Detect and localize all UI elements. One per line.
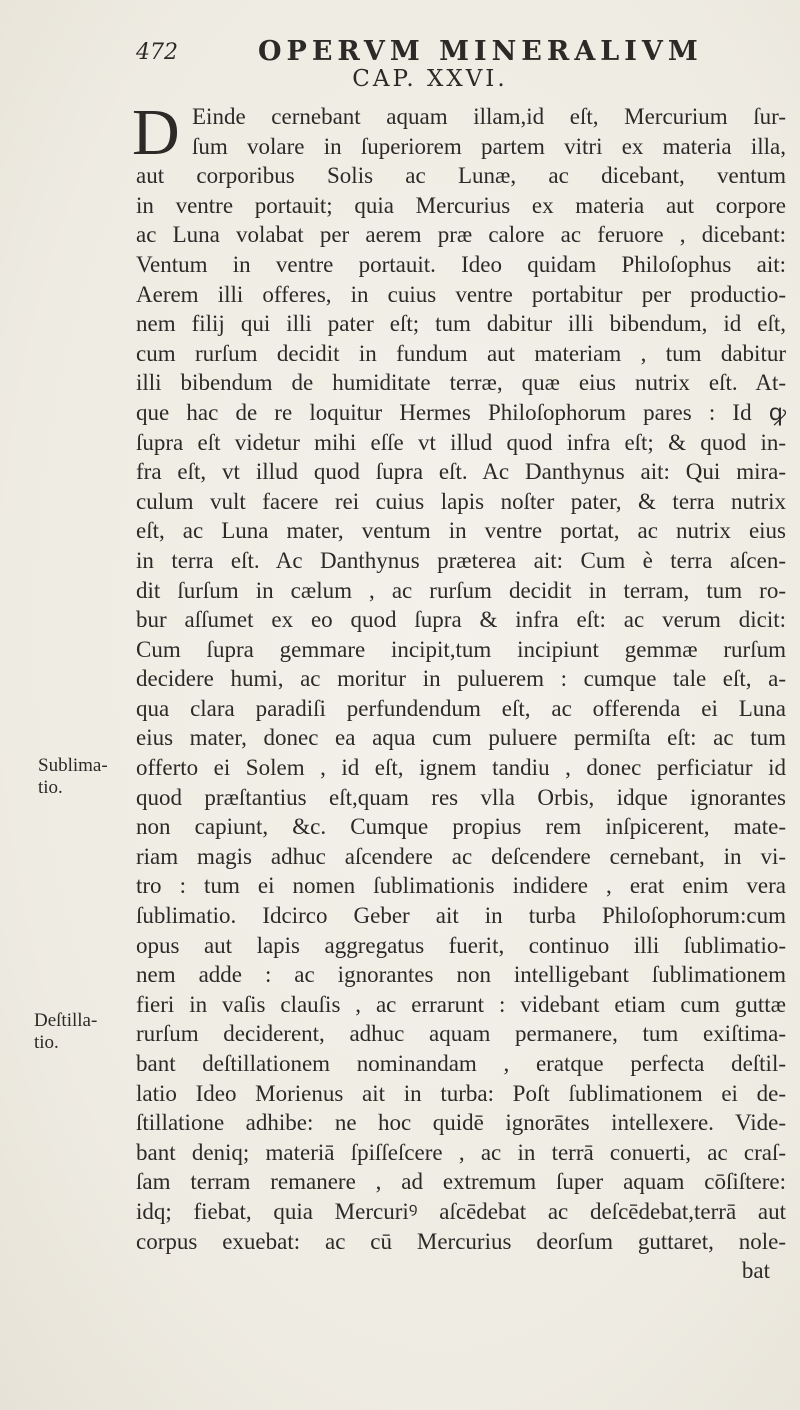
running-title: OPERVM MINERALIVM: [258, 36, 703, 67]
text-line: idq; fiebat, quia Mercuriꝰ aſcēdebat ac deſcēdebat,terrā aut: [136, 1198, 786, 1224]
text-line: riam magis adhuc aſcendere ac deſcendere cernebant, in vi-: [136, 843, 786, 869]
text-line: ſum volare in ſuperiorem partem vitri ex materia illa,: [192, 133, 786, 159]
text-line: aut corporibus Solis ac Lunæ, ac dicebant, ventum: [136, 163, 786, 189]
text-line: quod præſtantius eſt,quam res vlla Orbis, idque ignorantes: [136, 784, 786, 810]
text-line: bant deſtillationem nominandam , eratque perfecta deſtil-: [136, 1051, 786, 1076]
text-line: bant deniq; materiā ſpiſſeſcere , ac in terrā conuerti, ac craſ-: [136, 1139, 786, 1165]
text-line: in ventre portauit; quia Mercurius ex materia aut corpore: [136, 192, 786, 218]
text-line: fieri in vaſis clauſis , ac errarunt : videbant etiam cum guttæ: [136, 991, 786, 1017]
text-line: ſupra eſt videtur mihi eſſe vt illud quod infra eſt; & quod in-: [136, 429, 786, 455]
text-line: ſtillatione adhibe: ne hoc quidē ignorātes intellexere. Vide-: [136, 1110, 786, 1136]
text-line: offerto ei Solem , id eſt, ignem tandiu , donec perficiatur id: [136, 755, 786, 781]
text-line: Aerem illi offeres, in cuius ventre portabitur per productio-: [136, 281, 786, 307]
margin-note-sublimatio-text: Sublima- tio.: [38, 755, 108, 798]
text-line: fra eſt, vt illud quod ſupra eſt. Ac Danthynus ait: Qui mira-: [136, 459, 786, 485]
text-line: rurſum deciderent, adhuc aquam permanere, tum exiſtima-: [136, 1021, 786, 1047]
text-line: culum vult facere rei cuius lapis noſter pater, & terra nutrix: [136, 488, 786, 514]
text-line: que hac de re loquitur Hermes Philoſophorum pares : Id ꝙ: [136, 399, 786, 425]
text-line: nem filij qui illi pater eſt; tum dabitur illi bibendum, id eſt,: [136, 311, 786, 337]
text-line: bat: [741, 1258, 770, 1284]
text-line: tro : tum ei nomen ſublimationis indidere , erat enim vera: [136, 873, 786, 899]
text-line: nem adde : ac ignorantes non intelligebant ſublimationem: [136, 962, 786, 988]
text-line: illi bibendum de humiditate terræ, quæ eius nutrix eſt. At-: [136, 370, 786, 396]
text-line: latio Ideo Morienus ait in turba: Poſt ſublimationem ei de-: [136, 1080, 786, 1106]
text-line: in terra eſt. Ac Danthynus præterea ait: Cum è terra aſcen-: [136, 547, 786, 573]
text-line: opus aut lapis aggregatus fuerit, continuo illi ſublimatio-: [136, 932, 786, 958]
text-line: qua clara paradiſi perfundendum eſt, ac offerenda ei Luna: [136, 695, 786, 721]
body-text: [132, 96, 786, 1286]
text-line: ſublimatio. Idcirco Geber ait in turba Philoſophorum:cum: [136, 903, 786, 929]
text-line: corpus exuebat: ac cū Mercurius deorſum guttaret, nole-: [136, 1228, 786, 1254]
text-line: decidere humi, ac moritur in puluerem : cumque tale eſt, a-: [136, 666, 786, 692]
margin-note-sublimatio: [38, 755, 108, 799]
text-line: bur aſſumet ex eo quod ſupra & infra eſt: ac verum dicit:: [136, 607, 786, 633]
text-line: Cum ſupra gemmare incipit,tum incipiunt gemmæ rurſum: [136, 636, 786, 662]
text-line: Ventum in ventre portauit. Ideo quidam Philoſophus ait:: [136, 251, 786, 277]
text-line: Einde cernebant aquam illam,id eſt, Mercurium ſur-: [192, 104, 786, 129]
text-line: cum rurſum decidit in fundum aut materiam , tum dabitur: [136, 340, 786, 366]
margin-note-destillatio: [34, 1010, 104, 1054]
drop-cap: D: [132, 96, 180, 169]
text-line: ſam terram remanere , ad extremum ſuper aquam cōſiſtere:: [136, 1169, 786, 1195]
text-line: non capiunt, &c. Cumque propius rem inſpicerent, mate-: [136, 814, 786, 840]
text-line: dit ſurſum in cælum , ac rurſum decidit in terram, tum ro-: [136, 577, 786, 603]
text-line: eius mater, donec ea aqua cum puluere permiſta eſt: ac tum: [136, 725, 786, 751]
text-line: ac Luna volabat per aerem præ calore ac feruore , dicebant:: [136, 222, 786, 248]
text-line: eſt, ac Luna mater, ventum in ventre portat, ac nutrix eius: [136, 518, 786, 544]
page-number: 472: [136, 40, 178, 65]
margin-note-destillatio-text: Deſtilla- tio.: [34, 1010, 98, 1053]
chapter-heading: CAP. XXVI.: [352, 66, 508, 92]
